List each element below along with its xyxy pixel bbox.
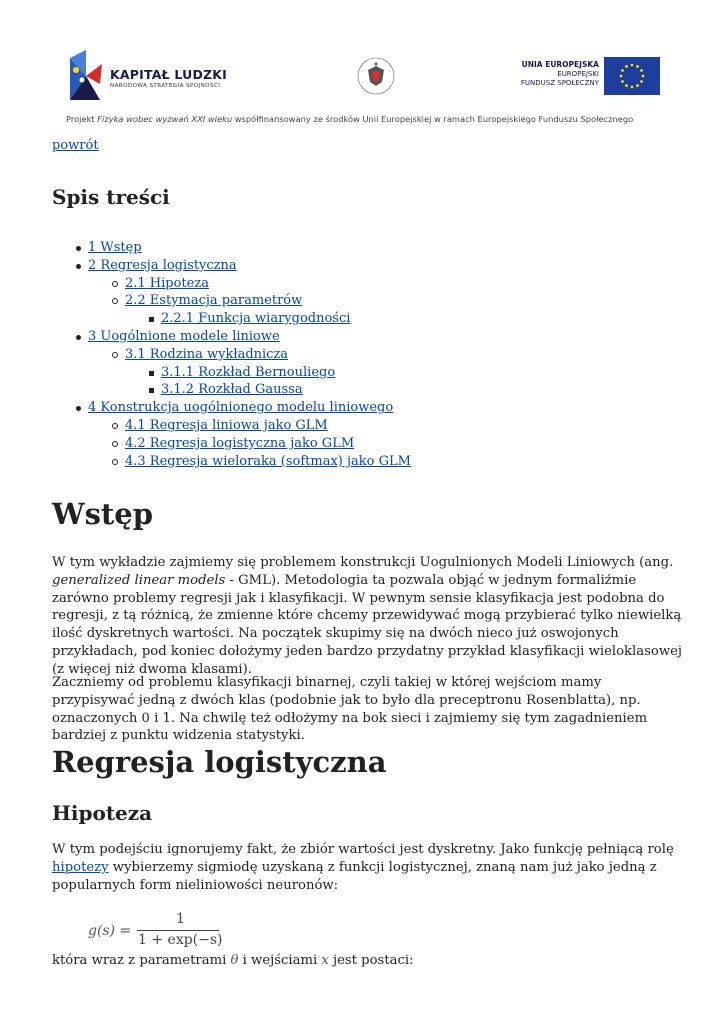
x-symbol: x (321, 953, 329, 968)
eu-flag-icon (604, 57, 660, 95)
toc-link[interactable]: 2.2 Estymacja parametrów (125, 293, 303, 309)
toc-link[interactable]: 2 Regresja logistyczna (88, 257, 237, 273)
hip-p2-text-b: i wejściami (238, 953, 322, 968)
wstep-p1-emphasis: generalized linear models (52, 572, 226, 588)
toc-link[interactable]: 1 Wstęp (88, 240, 142, 255)
square-bullet-icon (149, 388, 154, 393)
eu-star-icon (642, 75, 645, 78)
eu-star-icon (625, 65, 628, 68)
eu-line-2: EUROPEJSKI (557, 69, 599, 78)
disc-bullet-icon (76, 406, 81, 411)
wstep-paragraph-1 (52, 554, 682, 679)
wstep-paragraph-2: Zaczniemy od problemu klasyfikacji binarnej, czyli takiej w której wejściom mamy przypisywać jedną z dwóch klas (podobnie jak to było dla preceptronu Rosenblatta), np. oznaczonych 0 i 1. Na chwilę też odłożymy na bok sieci i zajmiemy się tym zagadnieniem bardziej z punktu widzenia statystyki. (52, 675, 648, 744)
subsection-title-hipoteza: Hipoteza (52, 801, 153, 825)
hip-p1-text-a: W tym podejściu ignorujemy fakt, że zbiór wartości jest dyskretny. Jako funkcję pełniącą rolę (52, 842, 674, 857)
toc-item (52, 364, 652, 382)
hipoteza-paragraph-2 (52, 952, 682, 970)
formula-numerator: 1 (176, 911, 185, 927)
toc-item (52, 381, 652, 399)
kapital-ludzki-mark-icon (66, 50, 102, 102)
toc-link[interactable]: 4 Konstrukcja uogólnionego modelu liniowego (88, 400, 394, 416)
hipotezy-link[interactable]: hipotezy (52, 859, 109, 875)
formula-denominator: 1 + exp(−s) (138, 932, 223, 948)
toc-link[interactable]: 2.1 Hipoteza (125, 275, 209, 291)
toc-item (52, 239, 652, 257)
circle-bullet-icon (112, 423, 118, 429)
toc-link[interactable]: 4.2 Regresja logistyczna jako GLM (125, 435, 355, 451)
header-banner (0, 0, 725, 135)
disc-bullet-icon (76, 246, 81, 251)
eu-star-icon (631, 64, 634, 67)
project-suffix: współfinansowany ze środków Unii Europejskiej w ramach Europejskiego Funduszu Społecznego (232, 114, 634, 124)
eu-line-1: UNIA EUROPEJSKA (521, 60, 599, 69)
wstep-p1-text-a: W tym wykładzie zajmiemy się problemem konstrukcji Uogulnionych Modeli Liniowych (ang. (52, 555, 674, 570)
project-prefix: Projekt (66, 114, 98, 124)
circle-bullet-icon (112, 298, 118, 304)
formula-fraction-bar (137, 930, 219, 931)
eu-star-icon (621, 69, 624, 72)
formula-lhs: g(s) = (88, 923, 132, 939)
toc-item (52, 346, 652, 364)
section-title-regresja: Regresja logistyczna (52, 745, 387, 779)
eu-star-icon (620, 75, 623, 78)
toc-item (52, 310, 652, 328)
square-bullet-icon (149, 371, 154, 376)
hipoteza-paragraph-1 (52, 841, 682, 894)
table-of-contents (52, 239, 652, 470)
eu-star-icon (621, 80, 624, 83)
eu-star-icon (640, 80, 643, 83)
hip-p1-text-b: wybierzemy sigmiodę uzyskaną z funkcji logistycznej, znaną nam już jako jedną z popularnych form nieliniowości neuronów: (52, 859, 657, 893)
toc-title: Spis treści (52, 185, 170, 209)
back-link[interactable]: powrót (52, 138, 99, 153)
hip-p2-text-c: jest postaci: (328, 953, 414, 968)
eu-star-icon (640, 69, 643, 72)
toc-item (52, 417, 652, 435)
university-seal-icon (356, 54, 396, 98)
circle-bullet-icon (112, 459, 118, 465)
toc-item (52, 328, 652, 346)
toc-item (52, 257, 652, 275)
eu-line-3: FUNDUSZ SPOŁECZNY (520, 79, 599, 87)
toc-item (52, 275, 652, 293)
project-line (66, 114, 633, 124)
toc-list (52, 239, 652, 470)
eu-star-icon (636, 84, 639, 87)
eu-star-icon (625, 84, 628, 87)
disc-bullet-icon (76, 335, 81, 340)
kapital-ludzki-title: KAPITAŁ LUDZKI (110, 67, 228, 82)
toc-link[interactable]: 3.1 Rodzina wykładnicza (125, 346, 289, 362)
toc-link[interactable]: 4.3 Regresja wieloraka (softmax) jako GLM (125, 453, 411, 469)
toc-link[interactable]: 2.2.1 Funkcja wiarygodności (161, 311, 351, 327)
project-name: Fizyka wobec wyzwań XXI wieku (97, 114, 233, 124)
toc-item (52, 292, 652, 310)
toc-item (52, 399, 652, 417)
disc-bullet-icon (76, 264, 81, 269)
toc-item (52, 453, 652, 471)
square-bullet-icon (149, 317, 154, 322)
kapital-ludzki-logo (66, 50, 246, 102)
circle-bullet-icon (112, 281, 118, 287)
section-title-wstep: Wstęp (52, 497, 154, 531)
theta-symbol: θ (230, 953, 239, 968)
sigmoid-formula (88, 911, 288, 953)
circle-bullet-icon (112, 441, 118, 447)
kapital-ludzki-subtitle: NARODOWA STRATEGIA SPÓJNOŚCI (110, 83, 221, 89)
toc-link[interactable]: 3.1.2 Rozkład Gaussa (161, 382, 303, 398)
toc-item (52, 435, 652, 453)
toc-link[interactable]: 3.1.1 Rozkład Bernouliego (161, 364, 336, 380)
eu-fund-text (521, 60, 599, 89)
eu-star-icon (631, 86, 634, 89)
circle-bullet-icon (112, 352, 118, 358)
eu-star-icon (636, 65, 639, 68)
hip-p2-text-a: która wraz z parametrami (52, 953, 231, 968)
wstep-p1-text-b: - GML). Metodologia ta pozwala objąć w jednym formaliźmie zarówno problemy regresji jak i klasyfikacji. W pewnym sensie klasyfikacja jest podobna do regresji, z tą różnicą, że zmienne które chcemy przewidywać mogą przybierać tylko niewielką ilość dyskretnych wartości. Na początek skupimy się na dwóch nieco już oswojonych przykładach, pod koniec dołożymy jeden bardzo przydatny przykład klasyfikacji wieloklasowej (z więcej niż dwoma klasami). (52, 572, 683, 677)
toc-link[interactable]: 3 Uogólnione modele liniowe (88, 328, 280, 344)
toc-link[interactable]: 4.1 Regresja liniowa jako GLM (125, 417, 328, 433)
